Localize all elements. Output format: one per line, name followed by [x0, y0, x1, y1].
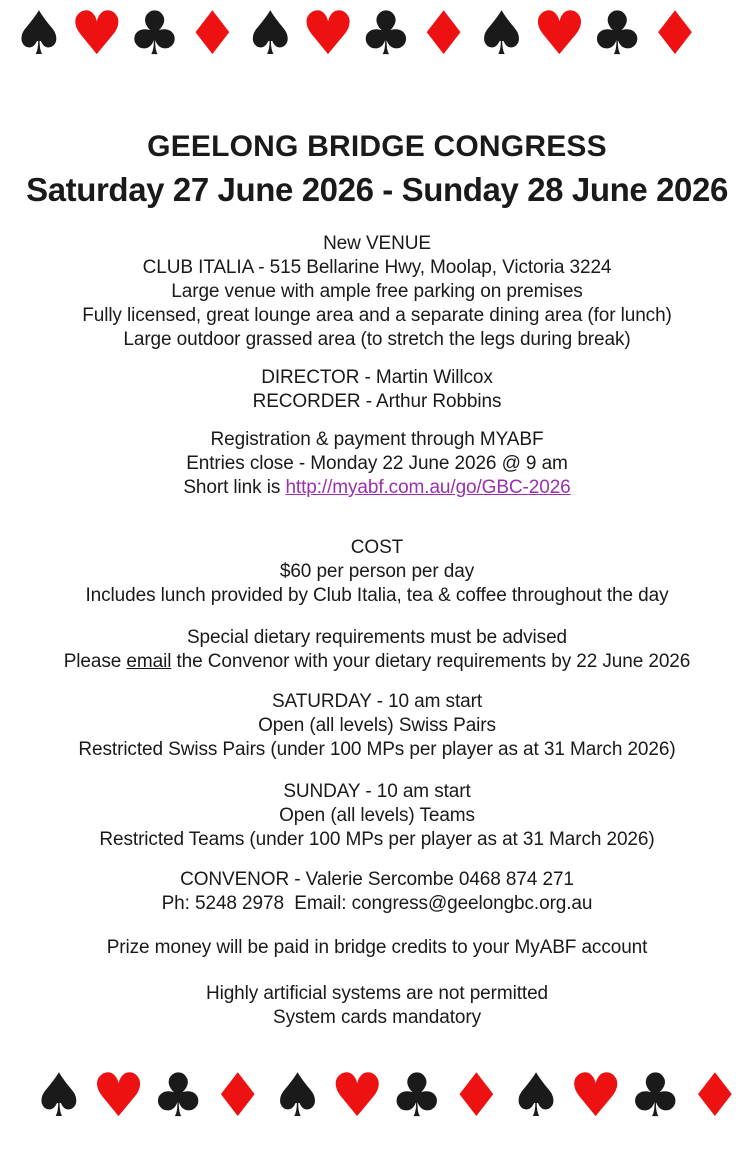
saturday-restricted-event: Restricted Swiss Pairs (under 100 MPs per player as at 31 March 2026): [78, 739, 676, 760]
convenor-section: [0, 868, 754, 916]
club-icon: ♣: [389, 1061, 444, 1131]
short-link-line: [0, 476, 754, 500]
diamond-icon: ♦: [185, 0, 240, 69]
dietary-heading: Special dietary requirements must be advised: [186, 627, 568, 648]
spade-icon: ♠: [12, 0, 66, 69]
diamond-icon: ♦: [688, 1061, 742, 1131]
heart-icon: ♥: [301, 0, 355, 69]
club-icon: ♣: [151, 1061, 206, 1131]
saturday-heading: SATURDAY - 10 am start: [271, 691, 483, 712]
dietary-email-line: [0, 650, 754, 674]
spade-icon: ♠: [509, 1061, 563, 1131]
sunday-section: [0, 780, 754, 852]
club-icon: ♣: [358, 0, 413, 69]
top-suit-border: [0, 0, 754, 69]
flyer-body: [0, 232, 754, 1030]
venue-facilities: Fully licensed, great lounge area and a separate dining area (for lunch): [82, 305, 672, 326]
spade-icon: ♠: [474, 0, 529, 69]
prize-money-line: Prize money will be paid in bridge credits to your MyABF account: [106, 937, 648, 958]
artificial-systems-line: Highly artificial systems are not permitted: [205, 983, 549, 1004]
diamond-icon: ♦: [210, 1061, 265, 1131]
heart-icon: ♥: [69, 0, 124, 69]
venue-parking: Large venue with ample free parking on premises: [171, 281, 583, 302]
diamond-icon: ♦: [416, 0, 471, 69]
cost-heading: COST: [350, 537, 404, 558]
convenor-line: CONVENOR - Valerie Sercombe 0468 874 271: [180, 869, 574, 890]
diamond-icon: ♦: [449, 1061, 504, 1131]
heart-icon: ♥: [568, 1061, 623, 1131]
cost-inclusions: Includes lunch provided by Club Italia, tea & coffee throughout the day: [85, 585, 669, 606]
title-block: [0, 126, 754, 212]
cost-per-day: $60 per person per day: [279, 561, 475, 582]
dietary-suffix: the Convenor with your dietary requirements by 22 June 2026: [171, 651, 691, 672]
sunday-restricted-event: Restricted Teams (under 100 MPs per player as at 31 March 2026): [99, 829, 655, 850]
phone-email-line: Ph: 5248 2978 Email: congress@geelongbc.org.au: [161, 893, 593, 914]
venue-address: CLUB ITALIA - 515 Bellarine Hwy, Moolap, Victoria 3224: [142, 257, 612, 278]
bottom-suit-border: [0, 1061, 754, 1131]
spade-icon: ♠: [243, 0, 298, 69]
venue-outdoor: Large outdoor grassed area (to stretch the legs during break): [123, 329, 631, 350]
system-cards-line: System cards mandatory: [273, 1007, 481, 1028]
prize-section: [0, 936, 754, 960]
saturday-section: [0, 690, 754, 762]
short-link-prefix: Short link is: [183, 477, 286, 498]
cost-section: [0, 536, 754, 608]
spade-icon: ♠: [270, 1061, 325, 1131]
heart-icon: ♥: [330, 1061, 384, 1131]
club-icon: ♣: [590, 0, 645, 69]
new-venue-heading: New VENUE: [323, 233, 431, 254]
saturday-open-event: Open (all levels) Swiss Pairs: [258, 715, 496, 736]
congress-dates: Saturday 27 June 2026 - Sunday 28 June 2026: [26, 171, 728, 208]
venue-section: [0, 232, 754, 352]
club-icon: ♣: [127, 0, 182, 69]
director-line: DIRECTOR - Martin Willcox: [261, 367, 493, 388]
congress-title: GEELONG BRIDGE CONGRESS: [147, 130, 607, 163]
heart-icon: ♥: [532, 0, 587, 69]
dietary-section: [0, 626, 754, 674]
sunday-heading: SUNDAY - 10 am start: [283, 781, 471, 802]
officials-section: [0, 366, 754, 414]
registration-section: [0, 428, 754, 500]
recorder-line: RECORDER - Arthur Robbins: [252, 391, 502, 412]
registration-line: Registration & payment through MYABF: [210, 429, 544, 450]
systems-section: [0, 982, 754, 1030]
sunday-open-event: Open (all levels) Teams: [279, 805, 475, 826]
myabf-link[interactable]: http://myabf.com.au/go/GBC-2026: [285, 477, 571, 498]
diamond-icon: ♦: [648, 0, 702, 69]
heart-icon: ♥: [91, 1061, 146, 1131]
spade-icon: ♠: [32, 1061, 86, 1131]
entries-close-line: Entries close - Monday 22 June 2026 @ 9 am: [186, 453, 568, 474]
email-link[interactable]: email: [126, 651, 172, 672]
dietary-prefix: Please: [63, 651, 127, 672]
club-icon: ♣: [628, 1061, 683, 1131]
